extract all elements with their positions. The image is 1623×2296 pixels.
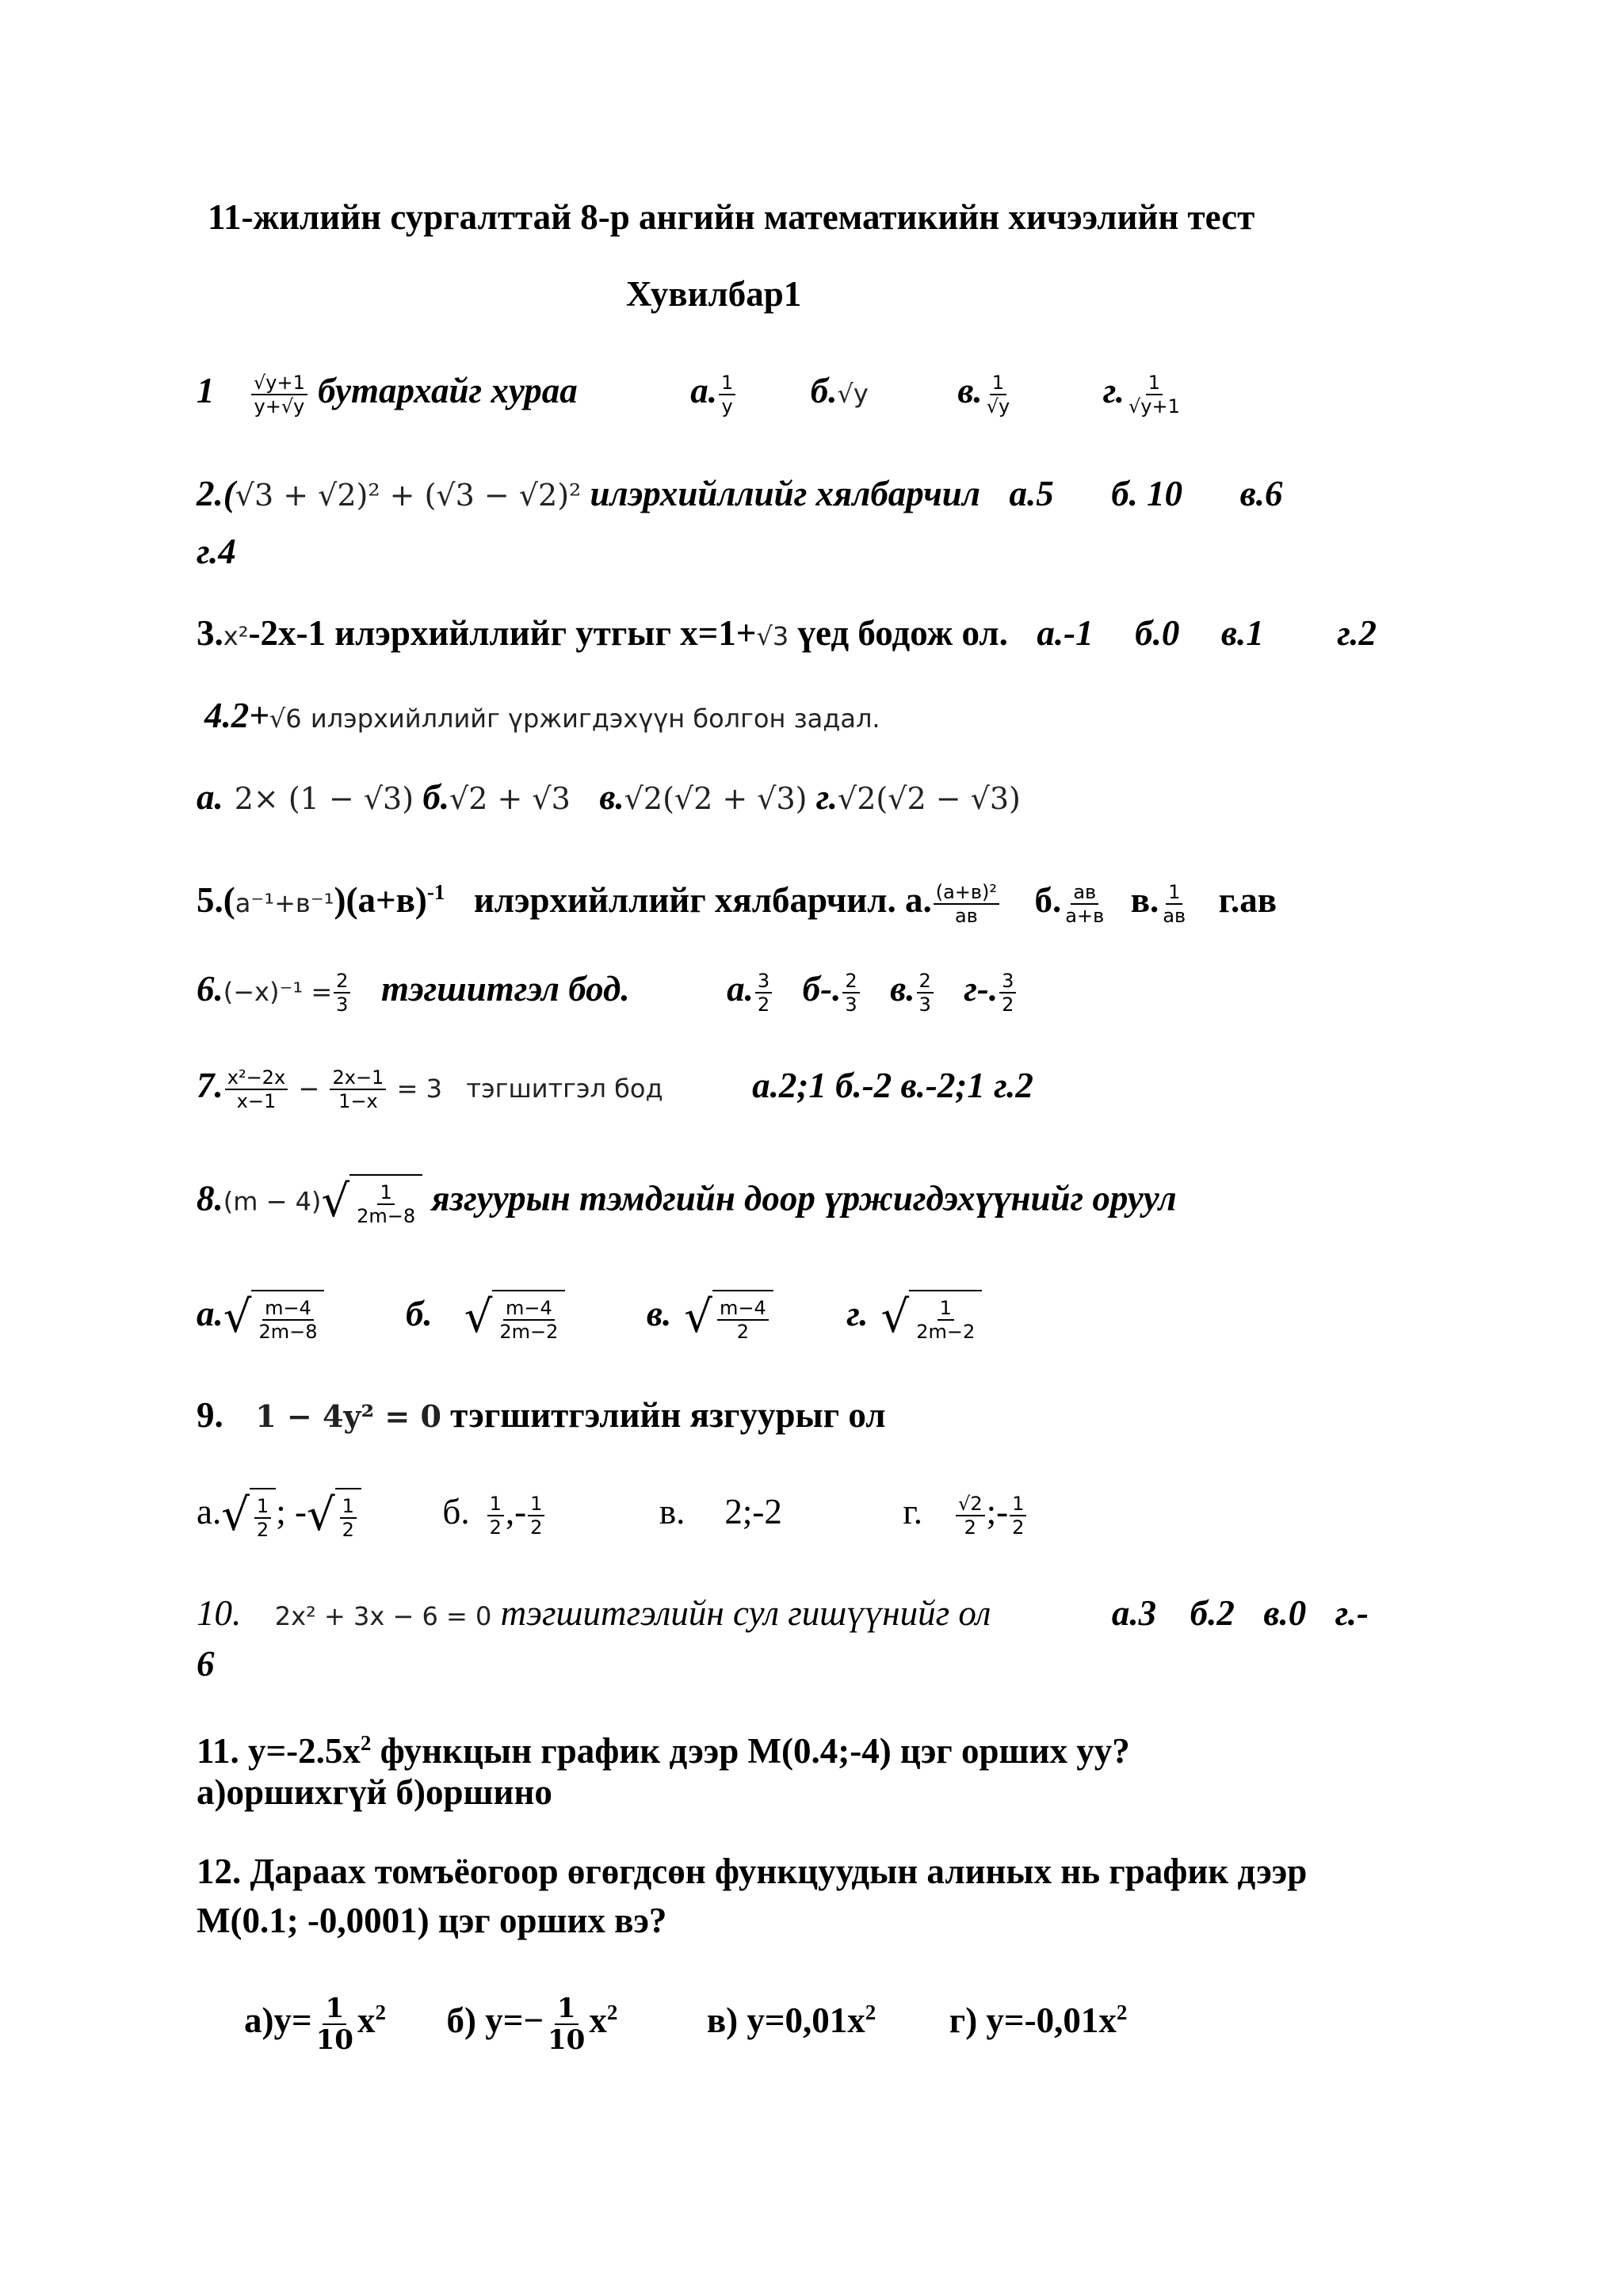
q2-text: илэрхийллийг хялбарчил	[590, 474, 980, 513]
q3-option-a: а.-1	[1037, 613, 1094, 653]
q5-option-d: г.ав	[1218, 880, 1277, 920]
q7-fraction-1: $\frac{\text{x²−2x}}{x-1}$	[225, 1066, 288, 1112]
q6-expression: (−x)⁻¹ =	[223, 977, 333, 1007]
q2-expression: √3 + √2)² + (√3 − √2)²	[235, 478, 582, 513]
q6-text: тэгшитгэл бод.	[380, 969, 630, 1009]
question-12: 12. Дараах томъёогоор өгөгдсөн функцуудын алиных нь график дээр	[197, 1852, 1308, 1891]
q7-number: 7.	[197, 1066, 223, 1105]
q6-option-b: б-. $\frac{2}{3}$	[803, 969, 861, 1009]
q3-sqrt3: √3	[756, 621, 789, 651]
q3-option-d: г.2	[1337, 613, 1377, 653]
q3-option-c: в.1	[1220, 613, 1264, 653]
question-1	[197, 368, 1184, 418]
q3-text-1: -2x-1 илэрхийллийг утгыг x	[248, 613, 698, 653]
q7-fraction-2: $\frac{2x-1}{1-x}$	[330, 1066, 386, 1112]
q5-option-c: в. $\frac{1}{ав}$	[1130, 880, 1186, 927]
q4-option-b: б.√2 + √3	[422, 777, 571, 817]
q10-option-d-continued: 6	[197, 1644, 215, 1684]
question-9	[197, 1393, 886, 1439]
q1-option-a: а. $\frac{1}{y}$	[690, 371, 737, 410]
q9-option-a: а. √ $\frac{1}{2}$ ; - √ $\frac{1}{2}$	[197, 1492, 361, 1531]
q11-lead: 11. y=-2.5x	[197, 1731, 361, 1771]
q2-option-a: а.5	[1009, 474, 1054, 513]
question-10	[197, 1591, 1369, 1638]
variant-heading: Хувилбар1	[626, 274, 802, 314]
q9-text: тэгшитгэлийн язгуурыг ол	[450, 1395, 886, 1435]
question-8	[197, 1174, 1177, 1230]
page-title: 11-жилийн сургалттай 8-р ангийн математикийн хичээлийн тест	[208, 197, 1255, 237]
q7-rhs: = 3	[396, 1074, 442, 1104]
q12-option-b: б) y=− $\frac{1}{10}$ $x^2$	[446, 1992, 618, 2056]
q10-option-b: б.2	[1190, 1593, 1235, 1633]
q4-option-c: в.√2(√2 + √3)	[599, 777, 808, 817]
q5-option-a: а. $\frac{\text{(а+в)²}}{ав}$	[905, 880, 1001, 920]
q3-text-2: 1+	[718, 613, 757, 653]
q12-option-d: г) $y=-0,01x^2$	[949, 2000, 1128, 2040]
q8-option-d: г. √ $\frac{1}{2m-2}$	[846, 1294, 982, 1333]
q10-option-d: г.-	[1335, 1593, 1369, 1633]
q9-option-b: б. $\frac{1}{2}$ ,- $\frac{1}{2}$	[442, 1492, 546, 1531]
q6-option-c: в. $\frac{2}{3}$	[890, 969, 935, 1009]
question-2	[197, 471, 1283, 517]
q10-option-a: а.3	[1111, 1593, 1157, 1633]
q3-text-3: үед бодож ол.	[797, 613, 1008, 653]
q1-option-c: в. $\frac{1}{√y}$	[957, 371, 1010, 418]
q11-answers: а)оршихгүй б)оршино	[197, 1772, 552, 1812]
q5-expression: а⁻¹+в⁻¹	[235, 888, 334, 918]
q4-options	[197, 775, 1021, 821]
q3-x-squared: x²	[223, 621, 249, 651]
q7-text: тэгшитгэл бод	[466, 1074, 663, 1104]
q6-option-d: г-. $\frac{3}{2}$	[964, 969, 1018, 1009]
q10-option-c: в.0	[1263, 1593, 1307, 1633]
q6-expression-fraction: $\frac{2}{3}$	[334, 970, 350, 1016]
q11-exponent: 2	[360, 1731, 372, 1755]
q8-option-a: а. √ $\frac{m-4}{2m-8}$	[197, 1294, 324, 1333]
q1-expression: $\frac{√y+1}{y+√y}$	[251, 372, 307, 418]
q5-number: 5.(	[197, 880, 235, 920]
q1-option-b: б.√y	[810, 371, 869, 410]
q4-option-a: а. 2× (1 − √3)	[197, 777, 414, 817]
question-5	[197, 870, 1277, 927]
q2-number: 2.(	[197, 474, 235, 513]
q4-option-d: г.√2(√2 − √3)	[815, 777, 1021, 817]
q8-number: 8.	[197, 1178, 223, 1219]
q5-text: илэрхийллийг хялбарчил.	[473, 880, 896, 920]
q5-tail: )(a+в)	[334, 880, 427, 920]
q1-text: бутархайг хураа	[318, 371, 578, 410]
q10-expression: 2x² + 3x − 6 = 0	[274, 1601, 492, 1631]
q1-number: 1	[197, 371, 215, 410]
q6-option-a: а. $\frac{3}{2}$	[727, 969, 773, 1009]
q10-number: 10.	[197, 1593, 242, 1633]
q8-option-b: б. √ $\frac{m-4}{2m-2}$	[406, 1294, 565, 1333]
q4-text: илэрхийллийг үржигдэхүүн болгон задал.	[310, 704, 880, 734]
q2-option-d: г.4	[197, 532, 236, 571]
q11-text: функцын график дээр M(0.4;-4) цэг орших уу?	[380, 1731, 1130, 1771]
q8-option-c: в. √ $\frac{m-4}{2}$	[647, 1294, 773, 1333]
q9-option-c: в. 2;-2	[659, 1492, 782, 1532]
q9-expression: 1 − 4y² = 0	[255, 1398, 441, 1434]
q3-number: 3.	[197, 613, 223, 653]
q8-expression: (m − 4)	[223, 1186, 322, 1217]
q4-sqrt6: √6	[269, 704, 302, 734]
q2-option-c: в.6	[1239, 474, 1283, 513]
q7-minus: −	[298, 1074, 320, 1104]
q3-equals: =	[697, 613, 719, 653]
q12-option-a: а)y= $\frac{1}{10}$ $x^2$	[244, 1992, 386, 2056]
q9-number: 9.	[197, 1395, 223, 1435]
q12-option-c: в) $y=0,01x^2$	[706, 2000, 876, 2040]
q3-option-b: б.0	[1135, 613, 1180, 653]
q4-number: 4.2+	[204, 696, 269, 735]
q2-option-b: б. 10	[1111, 474, 1183, 513]
q12-options	[244, 1990, 1127, 2055]
q1-option-d: г. $\frac{1}{√y+1}$	[1102, 371, 1180, 418]
q10-text: тэгшитгэлийн сул гишүүнийг ол	[500, 1593, 991, 1633]
question-11	[197, 1721, 1130, 1773]
question-3	[197, 611, 1377, 658]
q9-option-d: г. $\frac{√2}{2}$ ;- $\frac{1}{2}$	[903, 1492, 1028, 1531]
question-6	[197, 967, 1018, 1016]
q8-radical: √ $\frac{1}{2m-8}$	[321, 1174, 422, 1230]
q7-answers: а.2;1 б.-2 в.-2;1 г.2	[752, 1066, 1033, 1105]
q5-option-b: б. $\frac{ав}{а+в}$	[1034, 880, 1105, 927]
q5-tail-exponent: -1	[426, 880, 445, 904]
question-7	[197, 1063, 1033, 1112]
q9-options	[197, 1488, 1028, 1543]
q8-options	[197, 1290, 982, 1345]
question-12-line-2: M(0.1; -0,0001) цэг орших вэ?	[197, 1901, 667, 1940]
question-4	[204, 693, 880, 741]
q8-text: язгуурын тэмдгийн доор үржигдэхүүнийг оруул	[431, 1178, 1177, 1219]
q6-number: 6.	[197, 969, 223, 1009]
